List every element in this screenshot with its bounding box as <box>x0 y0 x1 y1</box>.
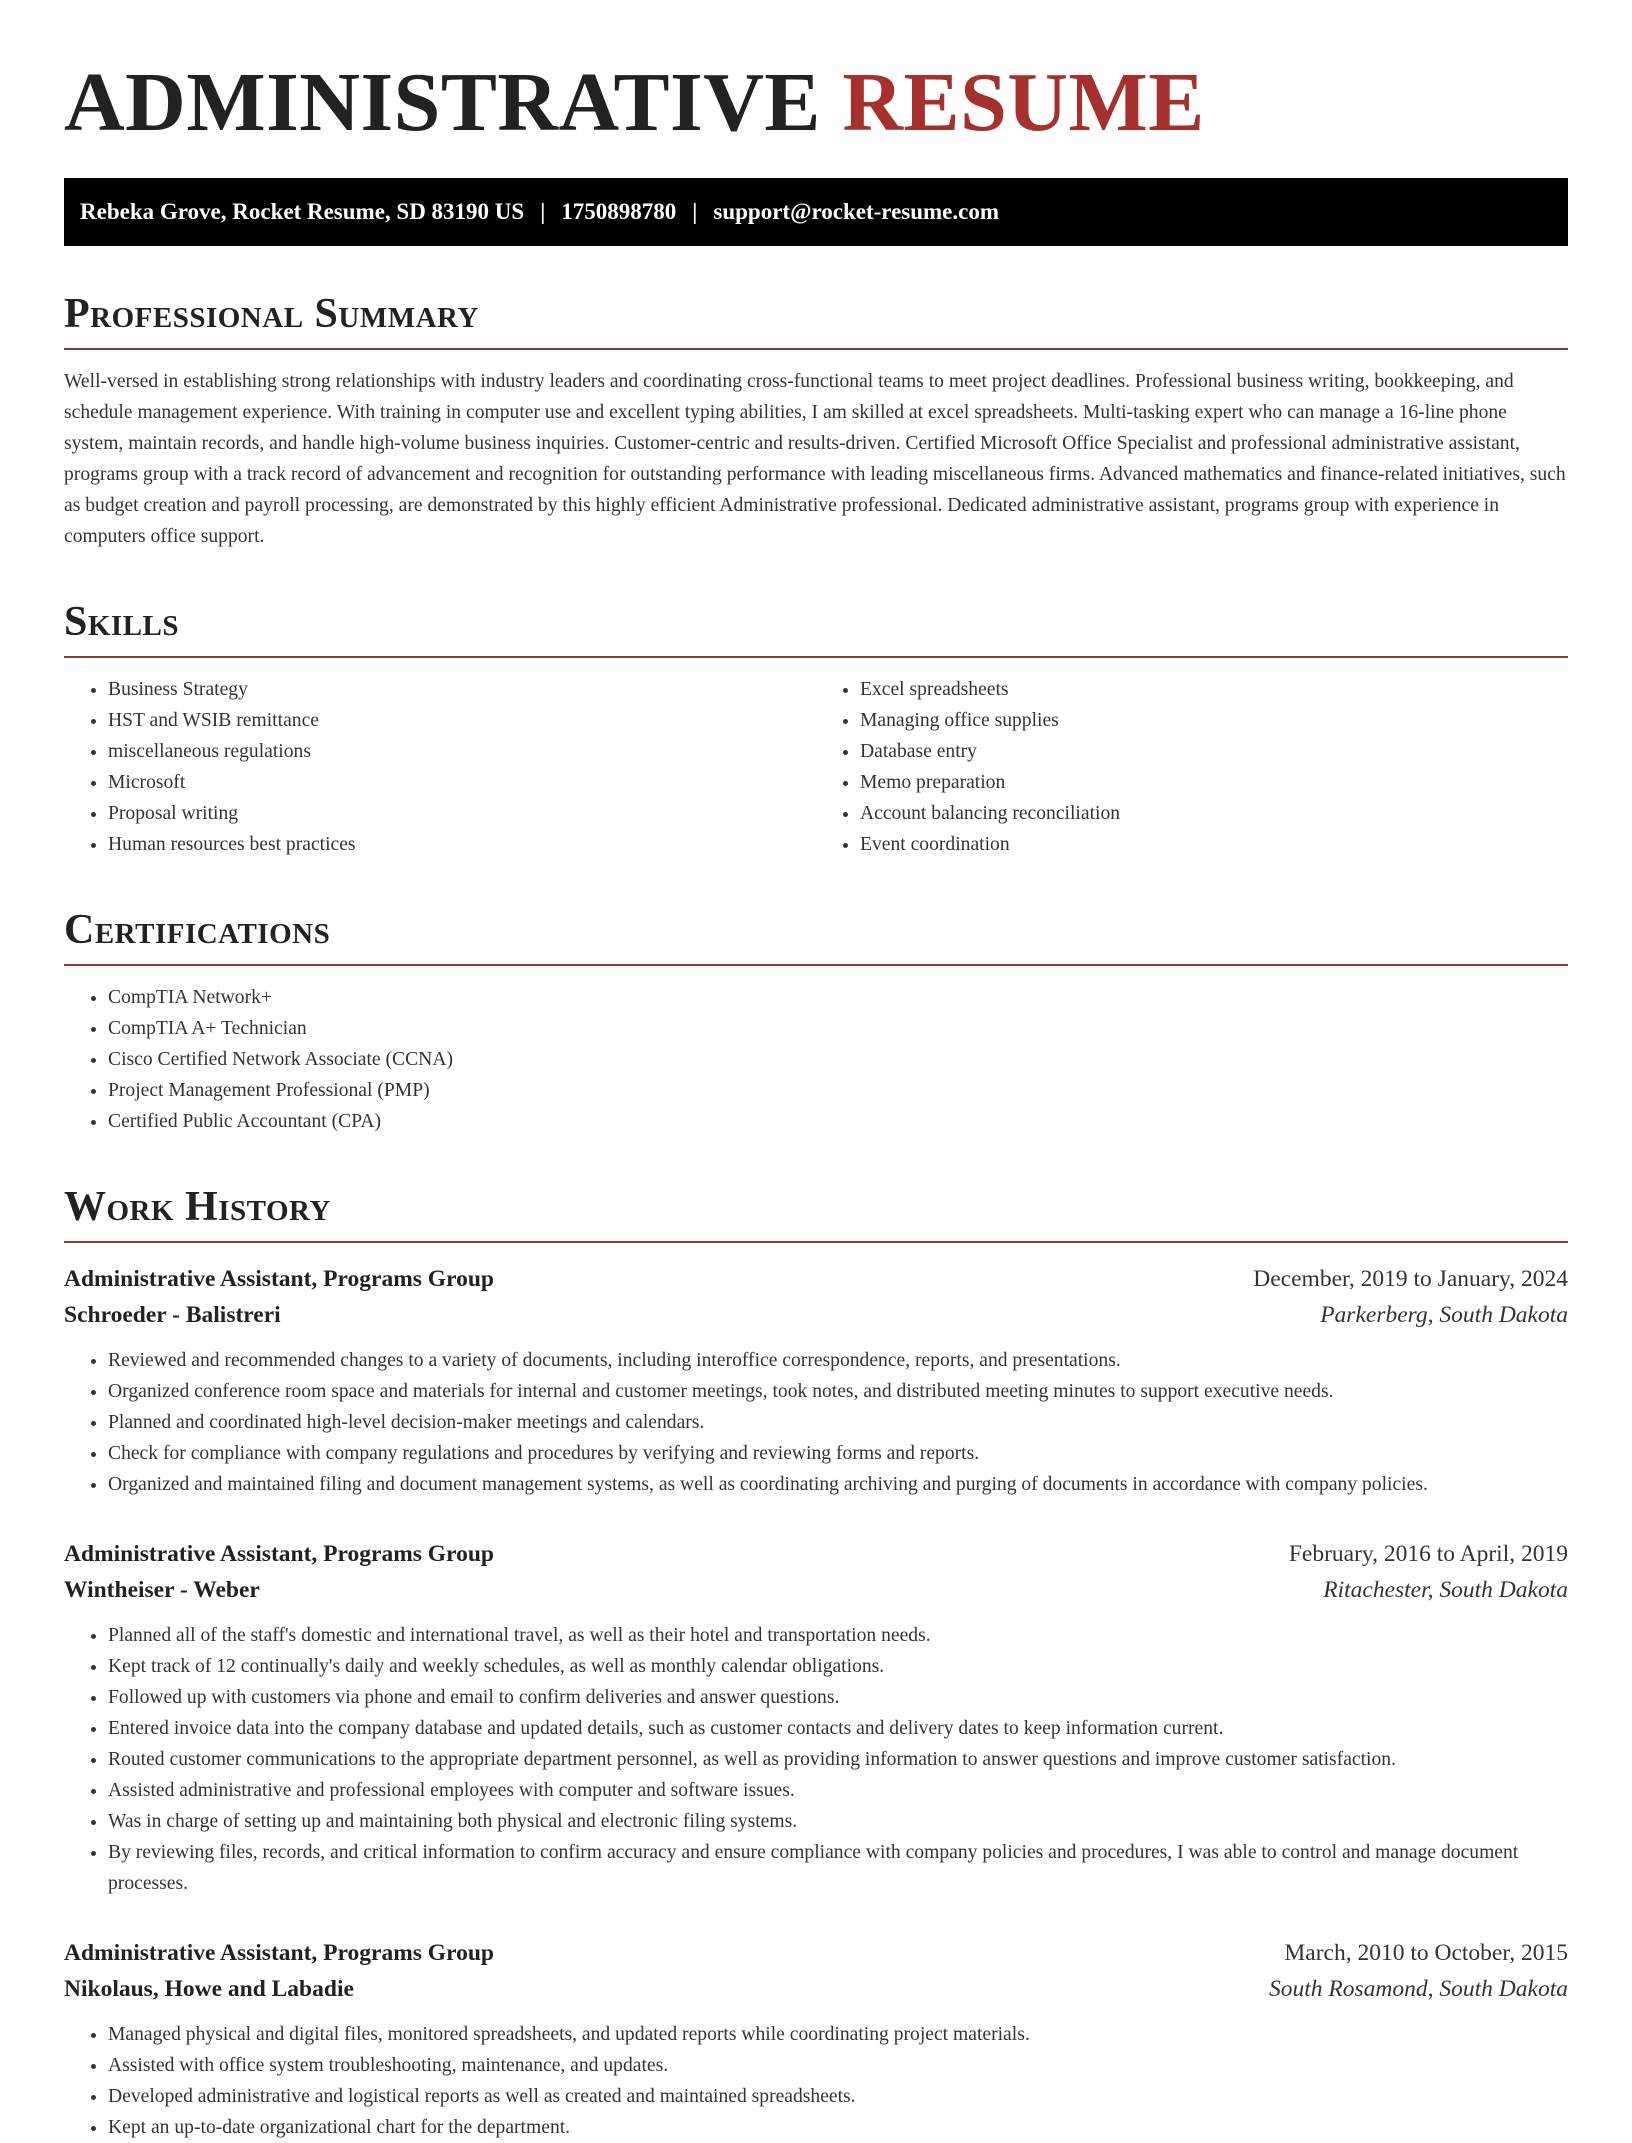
skill-item: • Memo preparation <box>860 767 1568 798</box>
skill-item: • Proposal writing <box>108 798 816 829</box>
job-dates: March, 2010 to October, 2015 <box>1284 1940 1568 1966</box>
job-location: Ritachester, South Dakota <box>1323 1577 1568 1603</box>
job-duties-list <box>64 2019 1568 2143</box>
job-duty-item: • Managed physical and digital files, monitored spreadsheets, and updated reports while coordinating project materials. <box>108 2019 1568 2050</box>
job-dates: February, 2016 to April, 2019 <box>1288 1541 1568 1567</box>
certifications-heading: Certifications <box>64 906 1568 966</box>
job-duty-item: • Check for compliance with company regulations and procedures by verifying and reviewing forms and reports. <box>108 1438 1568 1469</box>
skill-item: • Microsoft <box>108 767 816 798</box>
job-company: Nikolaus, Howe and Labadie <box>64 1976 354 2002</box>
certification-item: • CompTIA Network+ <box>108 982 1568 1013</box>
certification-item: • CompTIA A+ Technician <box>108 1013 1568 1044</box>
job-entry <box>64 1261 1568 1500</box>
title-accent: RESUME <box>842 56 1205 149</box>
job-header-row <box>64 1536 1568 1572</box>
job-duties-list <box>64 1620 1568 1899</box>
job-duty-item: • Reviewed and recommended changes to a variety of documents, including interoffice correspondence, reports, and presentations. <box>108 1345 1568 1376</box>
job-company-row <box>64 1572 1568 1608</box>
job-duty-item: • Entered invoice data into the company database and updated details, such as customer contacts and delivery dates to keep information current. <box>108 1713 1568 1744</box>
job-company-row <box>64 1297 1568 1333</box>
title-main: ADMINISTRATIVE <box>64 56 821 149</box>
job-location: Parkerberg, South Dakota <box>1320 1302 1568 1328</box>
contact-separator: | <box>692 199 698 224</box>
certifications-list <box>64 982 1568 1137</box>
job-duty-item: • Was in charge of setting up and maintaining both physical and electronic filing systems. <box>108 1806 1568 1837</box>
skills-section <box>64 598 1568 860</box>
work-history-section <box>64 1183 1568 2143</box>
skill-item: • Business Strategy <box>108 674 816 705</box>
skills-heading: Skills <box>64 598 1568 658</box>
job-company-row <box>64 1971 1568 2007</box>
skills-grid <box>64 674 1568 860</box>
skill-item: • Excel spreadsheets <box>860 674 1568 705</box>
job-header-row <box>64 1261 1568 1297</box>
job-duty-item: • Kept an up-to-date organizational chart for the department. <box>108 2112 1568 2143</box>
contact-bar <box>64 178 1568 246</box>
job-location: South Rosamond, South Dakota <box>1269 1976 1568 2002</box>
skill-item: • Human resources best practices <box>108 829 816 860</box>
skills-list-left <box>64 674 816 860</box>
job-entry <box>64 1536 1568 1899</box>
contact-separator: | <box>540 199 546 224</box>
job-dates: December, 2019 to January, 2024 <box>1253 1266 1568 1292</box>
job-title: Administrative Assistant, Programs Group <box>64 1266 494 1292</box>
skill-item: • miscellaneous regulations <box>108 736 816 767</box>
resume-title <box>64 58 1568 148</box>
contact-address: Rebeka Grove, Rocket Resume, SD 83190 US <box>80 199 525 224</box>
job-duties-list <box>64 1345 1568 1500</box>
skill-item: • Database entry <box>860 736 1568 767</box>
job-duty-item: • Assisted with office system troubleshooting, maintenance, and updates. <box>108 2050 1568 2081</box>
work-history-heading: Work History <box>64 1183 1568 1243</box>
skill-item: • Account balancing reconciliation <box>860 798 1568 829</box>
job-duty-item: • Followed up with customers via phone and email to confirm deliveries and answer questions. <box>108 1682 1568 1713</box>
skill-item: • Event coordination <box>860 829 1568 860</box>
skill-item: • Managing office supplies <box>860 705 1568 736</box>
professional-summary-text: Well-versed in establishing strong relationships with industry leaders and coordinating cross-functional teams to meet project deadlines. Professional business writing, bookkeeping, and schedule management experience. With training in computer use and excellent typing abilities, I am skilled at excel spreadsheets. Multi-tasking expert who can manage a 16-line phone system, maintain records, and handle high-volume business inquiries. Customer-centric and results-driven. Certified Microsoft Office Specialist and professional administrative assistant, programs group with a track record of advancement and recognition for outstanding performance with leading miscellaneous firms. Advanced mathematics and finance-related initiatives, such as budget creation and payroll processing, are demonstrated by this highly efficient Administrative professional. Dedicated administrative assistant, programs group with experience in computers office support. <box>64 371 1566 547</box>
contact-email: support@rocket-resume.com <box>713 199 1000 224</box>
certifications-section <box>64 906 1568 1137</box>
job-title: Administrative Assistant, Programs Group <box>64 1541 494 1567</box>
job-duty-item: • Routed customer communications to the appropriate department personnel, as well as providing information to answer questions and improve customer satisfaction. <box>108 1744 1568 1775</box>
professional-summary-heading: Professional Summary <box>64 290 1568 350</box>
certification-item: • Cisco Certified Network Associate (CCNA) <box>108 1044 1568 1075</box>
job-duty-item: • Organized and maintained filing and document management systems, as well as coordinating archiving and purging of documents in accordance with company policies. <box>108 1469 1568 1500</box>
job-duty-item: • Assisted administrative and professional employees with computer and software issues. <box>108 1775 1568 1806</box>
skills-list-right <box>816 674 1568 860</box>
skill-item: • HST and WSIB remittance <box>108 705 816 736</box>
job-duty-item: • Organized conference room space and materials for internal and customer meetings, took notes, and distributed meeting minutes to support executive needs. <box>108 1376 1568 1407</box>
contact-phone: 1750898780 <box>561 199 677 224</box>
job-duty-item: • Planned all of the staff's domestic and international travel, as well as their hotel and transportation needs. <box>108 1620 1568 1651</box>
job-company: Wintheiser - Weber <box>64 1577 260 1603</box>
job-header-row <box>64 1935 1568 1971</box>
job-company: Schroeder - Balistreri <box>64 1302 281 1328</box>
job-duty-item: • By reviewing files, records, and critical information to confirm accuracy and ensure compliance with company policies and procedures, I was able to control and manage document processes. <box>108 1837 1568 1899</box>
job-title: Administrative Assistant, Programs Group <box>64 1940 494 1966</box>
job-duty-item: • Developed administrative and logistical reports as well as created and maintained spreadsheets. <box>108 2081 1568 2112</box>
certification-item: • Project Management Professional (PMP) <box>108 1075 1568 1106</box>
professional-summary-section <box>64 290 1568 552</box>
certification-item: • Certified Public Accountant (CPA) <box>108 1106 1568 1137</box>
job-duty-item: • Kept track of 12 continually's daily and weekly schedules, as well as monthly calendar obligations. <box>108 1651 1568 1682</box>
job-duty-item: • Planned and coordinated high-level decision-maker meetings and calendars. <box>108 1407 1568 1438</box>
